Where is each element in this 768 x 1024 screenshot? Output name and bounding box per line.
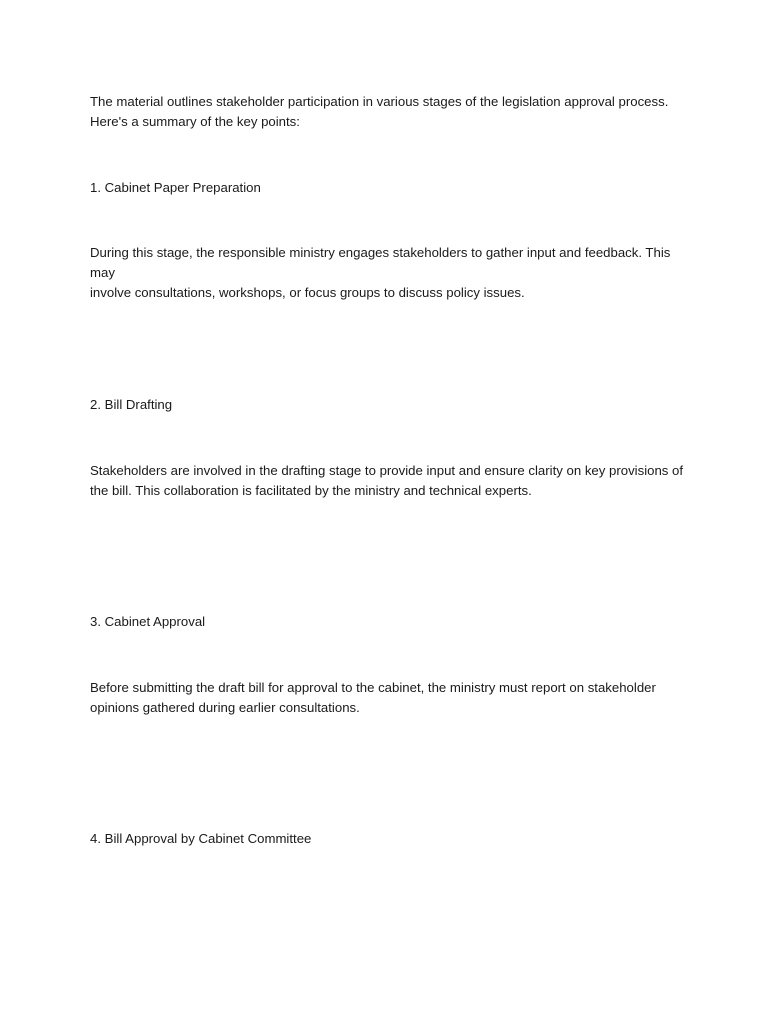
section-3-heading bbox=[90, 612, 690, 632]
section-4-heading bbox=[90, 829, 690, 849]
intro-line-2: Here's a summary of the key points: bbox=[90, 114, 300, 129]
section-2-body bbox=[90, 461, 690, 501]
section-1-body-line-2: involve consultations, workshops, or focus groups to discuss policy issues. bbox=[90, 285, 525, 300]
section-1-body bbox=[90, 243, 690, 303]
section-3-body bbox=[90, 678, 690, 718]
section-1-heading-text: 1. Cabinet Paper Preparation bbox=[90, 180, 261, 195]
section-2-heading bbox=[90, 395, 690, 415]
section-3-body-line-1: Before submitting the draft bill for approval to the cabinet, the ministry must report on stakeholder bbox=[90, 680, 656, 695]
section-2-body-line-2: the bill. This collaboration is facilitated by the ministry and technical experts. bbox=[90, 483, 532, 498]
section-2-body-line-1: Stakeholders are involved in the drafting stage to provide input and ensure clarity on key provisions of bbox=[90, 463, 684, 478]
intro-line-1: The material outlines stakeholder participation in various stages of the legislation approval process. bbox=[90, 94, 669, 109]
section-1-heading bbox=[90, 178, 690, 198]
intro-paragraph bbox=[90, 92, 690, 132]
section-4-heading-text: 4. Bill Approval by Cabinet Committee bbox=[90, 831, 312, 846]
section-3-heading-text: 3. Cabinet Approval bbox=[90, 614, 206, 629]
section-1-body-line-1: During this stage, the responsible ministry engages stakeholders to gather input and feedback. This may bbox=[90, 245, 671, 280]
section-2-heading-text: 2. Bill Drafting bbox=[90, 397, 173, 412]
section-3-body-line-2: opinions gathered during earlier consultations. bbox=[90, 700, 360, 715]
